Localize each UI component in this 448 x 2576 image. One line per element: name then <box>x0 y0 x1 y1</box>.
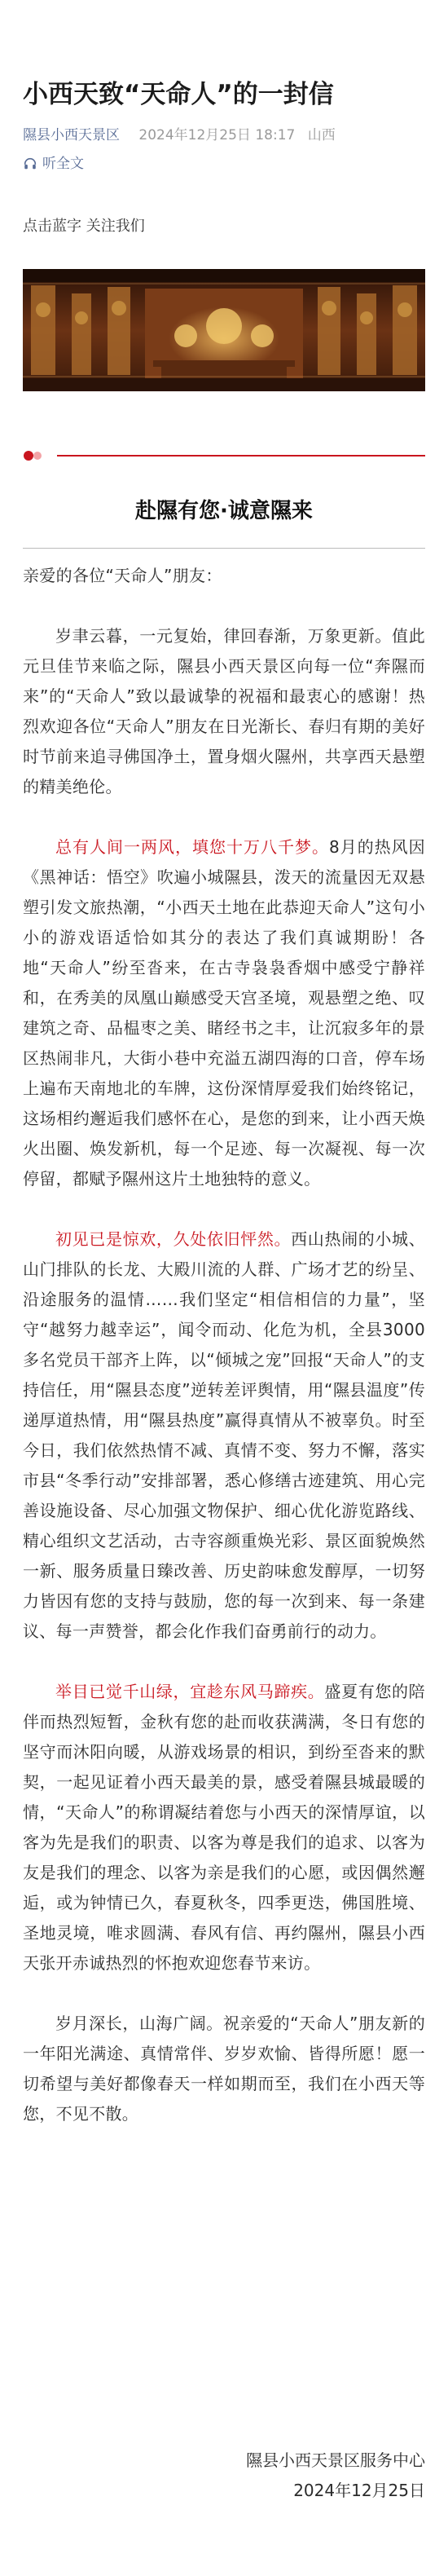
article-meta <box>23 126 425 144</box>
listen-label: 听全文 <box>42 156 84 172</box>
section-heading: 赴隰有您·诚意隰来 <box>135 499 313 523</box>
paragraph-text: 西山热闹的小城、山门排队的长龙、大殿川流的人群、广场才艺的纷呈、沿途服务的温情……我们坚定“相信相信的力量”，坚守“越努力越幸运”，闻令而动、化危为机，全县3000多名党员干部齐上阵，以“倾城之宠”回报“天命人”的支持信任，用“隰县态度”逆转差评舆情，用“隰县温度”传递厚道热情，用“隰县热度”赢得真情从不被辜负。时至今日，我们依然热情不减、真情不变、努力不懈，落实市县“冬季行动”安排部署，悉心修缮古迹建筑、用心完善设施设备、尽心加强文物保护、细心优化游览路线、精心组织文艺活动，古寺容颜重焕光彩、景区面貌焕然一新、服务质量日臻改善、历史韵味愈发醇厚，一切努力皆因有您的支持与鼓励，您的每一次到来、每一条建议、每一声赞誉，都会化作我们奋勇前行的动力。 <box>23 1229 426 1641</box>
signature-org: 隰县小西天景区服务中心 <box>246 2450 425 2470</box>
listen-full-text-button[interactable] <box>23 155 84 173</box>
letter-body <box>23 561 425 2159</box>
headphone-icon <box>23 157 37 171</box>
salutation: 亲爱的各位“天命人”朋友： <box>23 566 222 585</box>
paragraph-text: 盛夏有您的陪伴而热烈短暂，金秋有您的赴而收获满满，冬日有您的坚守而沐阳向暖，从游戏场景的相识，到纷至沓来的默契，一起见证着小西天最美的景，感受着隰县城最暖的情，“天命人”的称谓凝结着您与小西天的深情厚谊，以客为先是我们的职责、以客为尊是我们的追求、以客为友是我们的理念、以客为亲是我们的心愿，或因偶然邂逅，或为钟情已久，春夏秋冬，四季更迭，佛国胜境、圣地灵境，唯求圆满、春风有信、再约隰州，隰县小西天张开赤诚热烈的怀抱欢迎您春节来访。 <box>23 1682 425 1973</box>
highlight-phrase: 初见已是惊欢，久处依旧怦然。 <box>55 1229 292 1249</box>
article-title: 小西天致“天命人”的一封信 <box>23 80 334 109</box>
signature-block <box>23 2446 425 2506</box>
highlight-phrase: 举目已觉千山绿，宜趁东风马蹄疾。 <box>55 1682 325 1701</box>
paragraph-3 <box>23 1224 425 1647</box>
divider-line <box>57 455 425 457</box>
account-name-link[interactable]: 隰县小西天景区 <box>23 127 120 143</box>
follow-prompt: 点击蓝字 关注我们 <box>23 218 145 235</box>
paragraph-text: 8月的热风因《黑神话：悟空》吹遍小城隰县，泼天的流量因无双悬塑引发文旅热潮，“小西天土地在此恭迎天命人”这句小小的游戏语适恰如其分的表达了我们真诚期盼！各地“天命人”纷至沓来，在古寺袅袅香烟中感受宁静祥和，在秀美的凤凰山巅感受天宫圣境，观悬塑之绝、叹建筑之奇、品榅枣之美、睹经书之丰，让沉寂多年的景区热闹非凡，大街小巷中充溢五湖四海的口音，停车场上遍布天南地北的车牌，这份深情厚爱我们始终铭记，这场相约邂逅我们感怀在心，是您的到来，让小西天焕火出圈、焕发新机，每一个足迹、每一次凝视、每一次停留，都赋予隰州这片土地独特的意义。 <box>23 837 425 1189</box>
paragraph-4 <box>23 1677 425 1978</box>
section-divider <box>23 450 425 461</box>
paragraph-1: 岁聿云暮，一元复始，律回春渐，万象更新。值此元旦佳节来临之际，隰县小西天景区向每一位“奔隰而来”的“天命人”致以最诚挚的祝福和最衷心的感谢！热烈欢迎各位“天命人”朋友在日光渐长、春归有期的美好时节前来追寻佛国净土，置身烟火隰州，共享西天悬塑的精美绝伦。 <box>23 626 425 796</box>
paragraph-2 <box>23 832 425 1194</box>
signature-date: 2024年12月25日 <box>293 2481 425 2500</box>
highlight-phrase: 总有人间一两风，填您十万八千梦。 <box>55 837 329 857</box>
paragraph-5: 岁月深长，山海广阔。祝亲爱的“天命人”朋友新的一年阳光满途、真情常伴、岁岁欢愉、皆得所愿！愿一切希望与美好都像春天一样如期而至，我们在小西天等您，不见不散。 <box>23 2014 425 2124</box>
heading-rule <box>23 548 425 549</box>
publish-location: 山西 <box>307 127 336 143</box>
publish-datetime: 2024年12月25日 18:17 <box>138 127 296 143</box>
temple-banner-image <box>23 269 425 391</box>
dot-icon <box>23 450 46 461</box>
